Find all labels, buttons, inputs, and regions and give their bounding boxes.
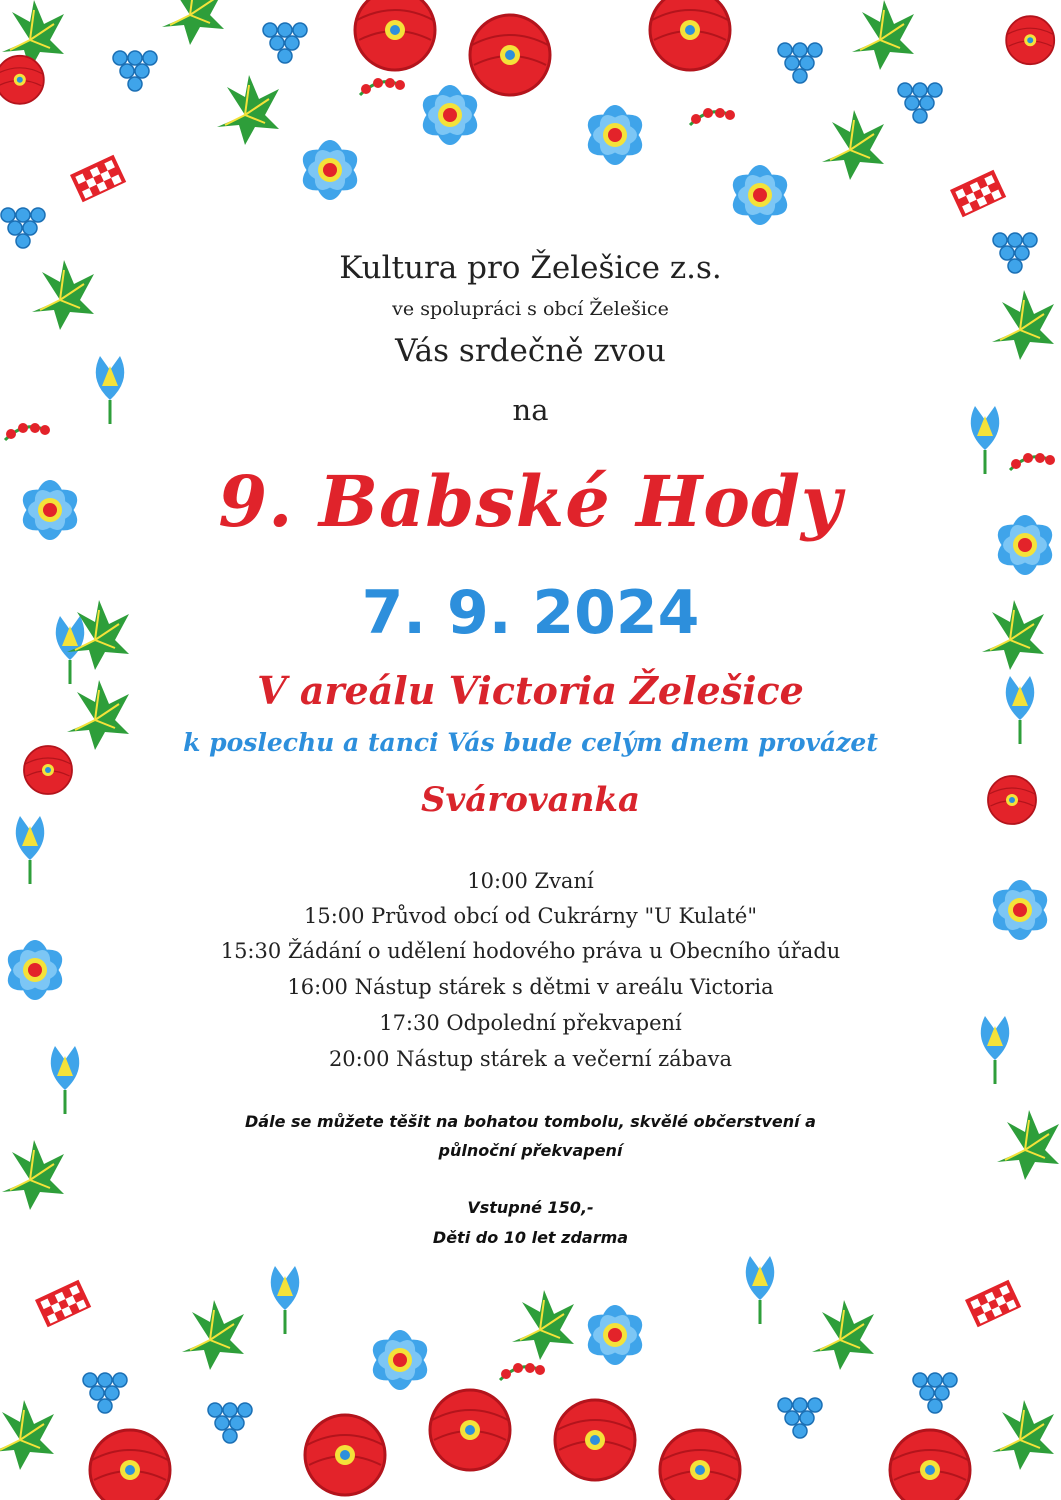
program-item: 10:00 Zvaní [467, 869, 594, 893]
program-item: 15:30 Žádání o udělení hodového práva u Obecního úřadu [220, 939, 841, 963]
on-word: na [512, 393, 549, 427]
event-title: 9. Babské Hody [218, 460, 843, 543]
extras-line-2: půlnoční překvapení [438, 1141, 623, 1160]
event-venue: V areálu Victoria Želešice [257, 668, 804, 713]
band-name: Svárovanka [420, 780, 641, 820]
extras-line-1: Dále se můžete těšit na bohatou tombolu, skvělé občerstvení a [245, 1112, 816, 1131]
cooperation-line: ve spolupráci s obcí Želešice [392, 298, 669, 320]
event-date: 7. 9. 2024 [361, 578, 700, 648]
music-line: k poslechu a tanci Vás bude celým dnem provázet [183, 728, 878, 757]
program-item: 16:00 Nástup stárek s dětmi v areálu Victoria [287, 975, 774, 999]
program-item: 17:30 Odpolední překvapení [379, 1011, 682, 1035]
program-item: 15:00 Průvod obcí od Cukrárny "U Kulaté" [303, 904, 758, 928]
invitation-line: Vás srdečně zvou [395, 333, 666, 369]
admission-fee: Vstupné 150,- [467, 1198, 594, 1217]
admission-children: Děti do 10 let zdarma [432, 1228, 629, 1247]
program-item: 20:00 Nástup stárek a večerní zábava [328, 1047, 733, 1071]
organizer: Kultura pro Želešice z.s. [339, 250, 722, 286]
